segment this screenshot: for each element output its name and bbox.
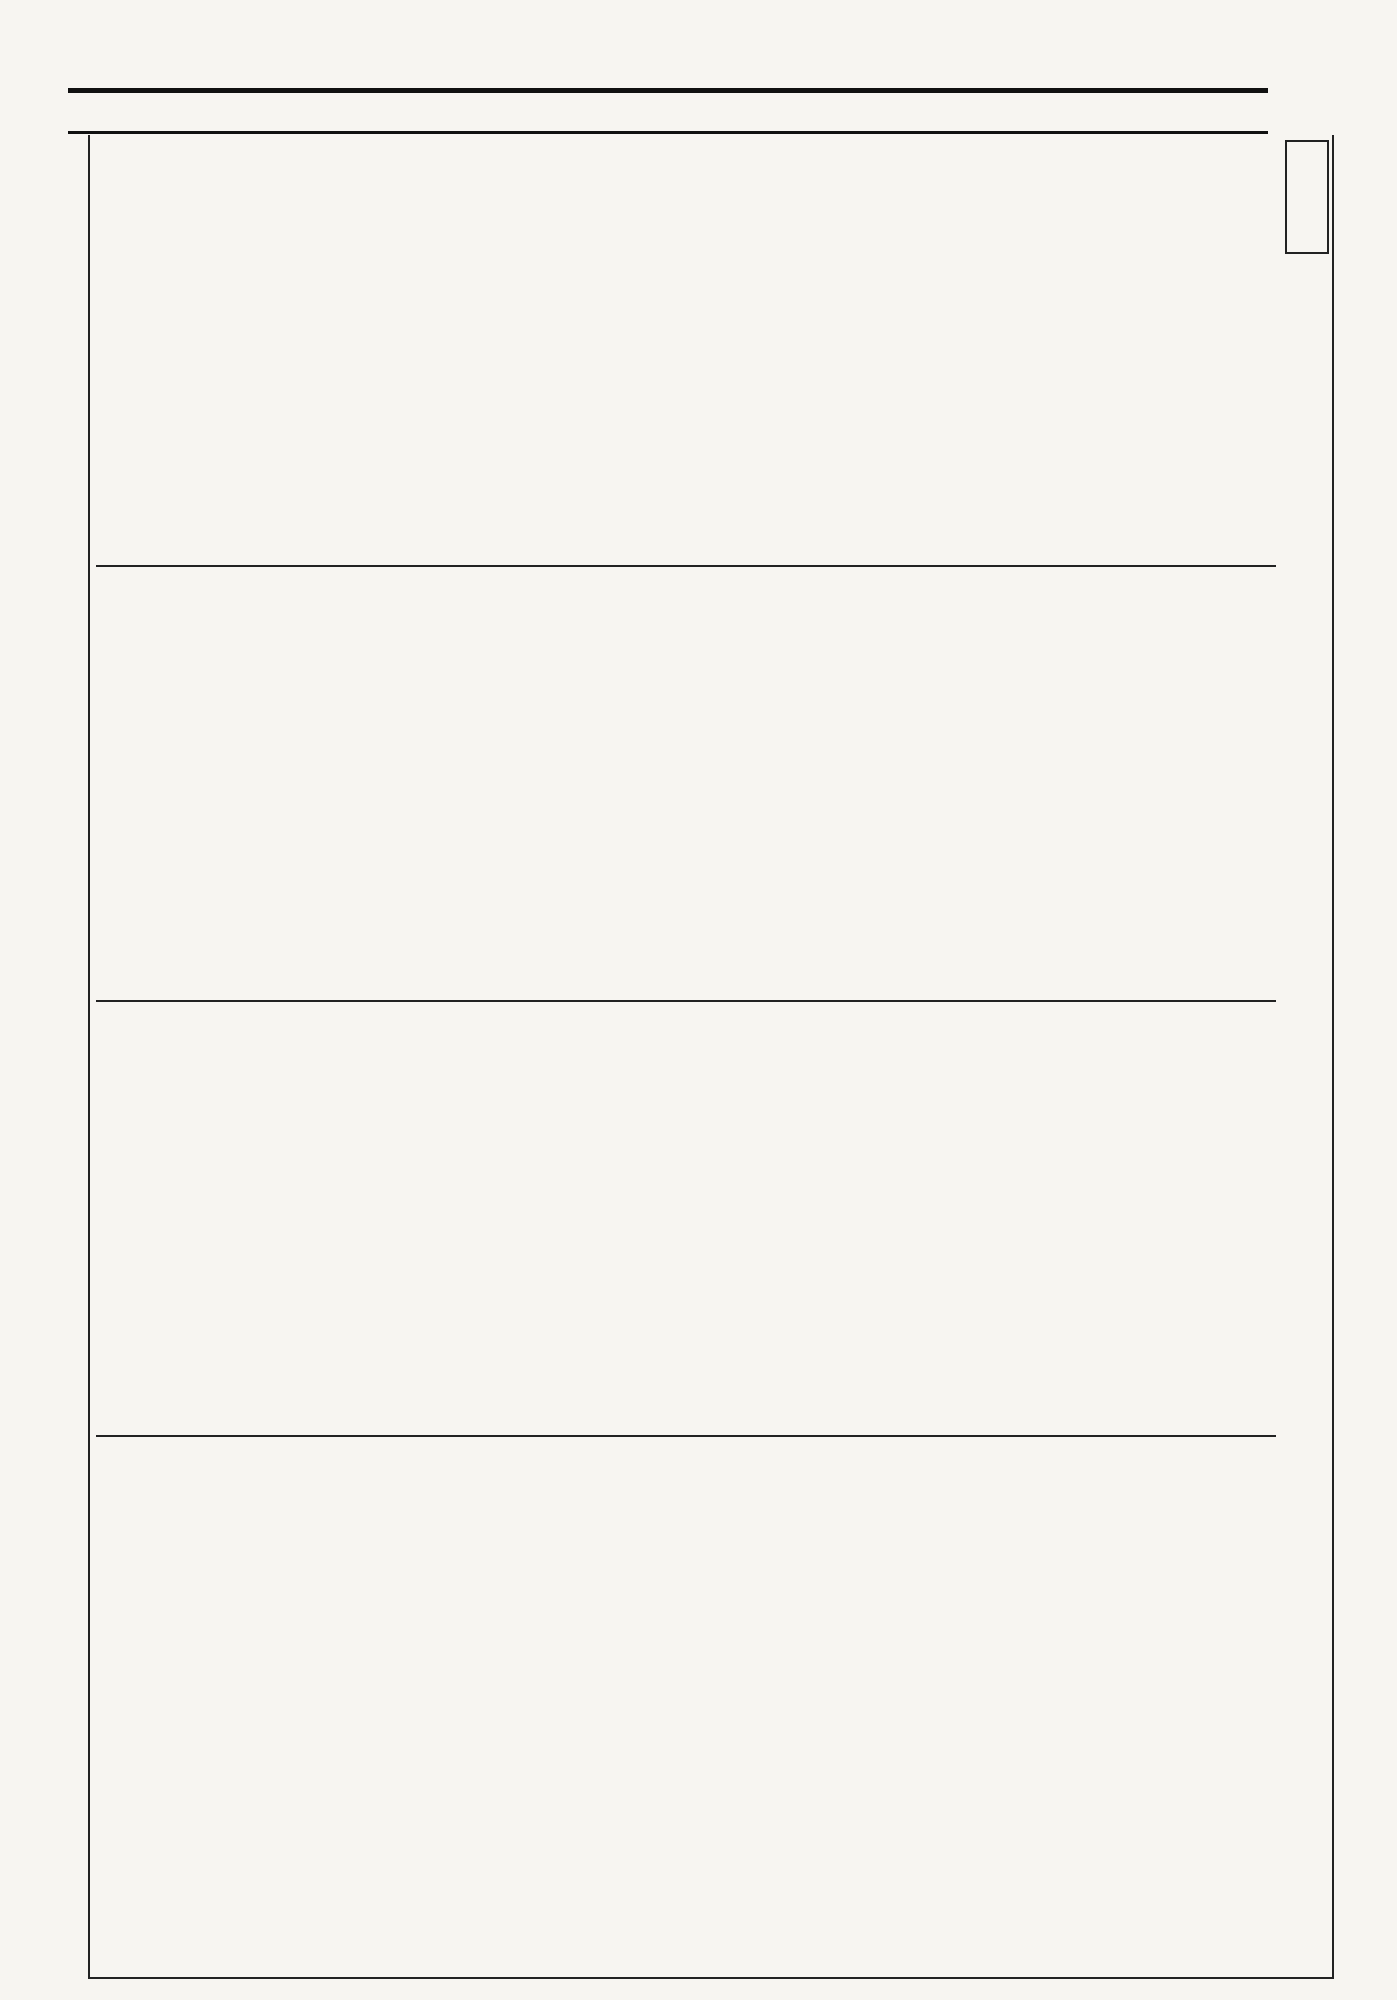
masthead [68, 88, 1268, 134]
page-frame [88, 135, 1334, 1979]
